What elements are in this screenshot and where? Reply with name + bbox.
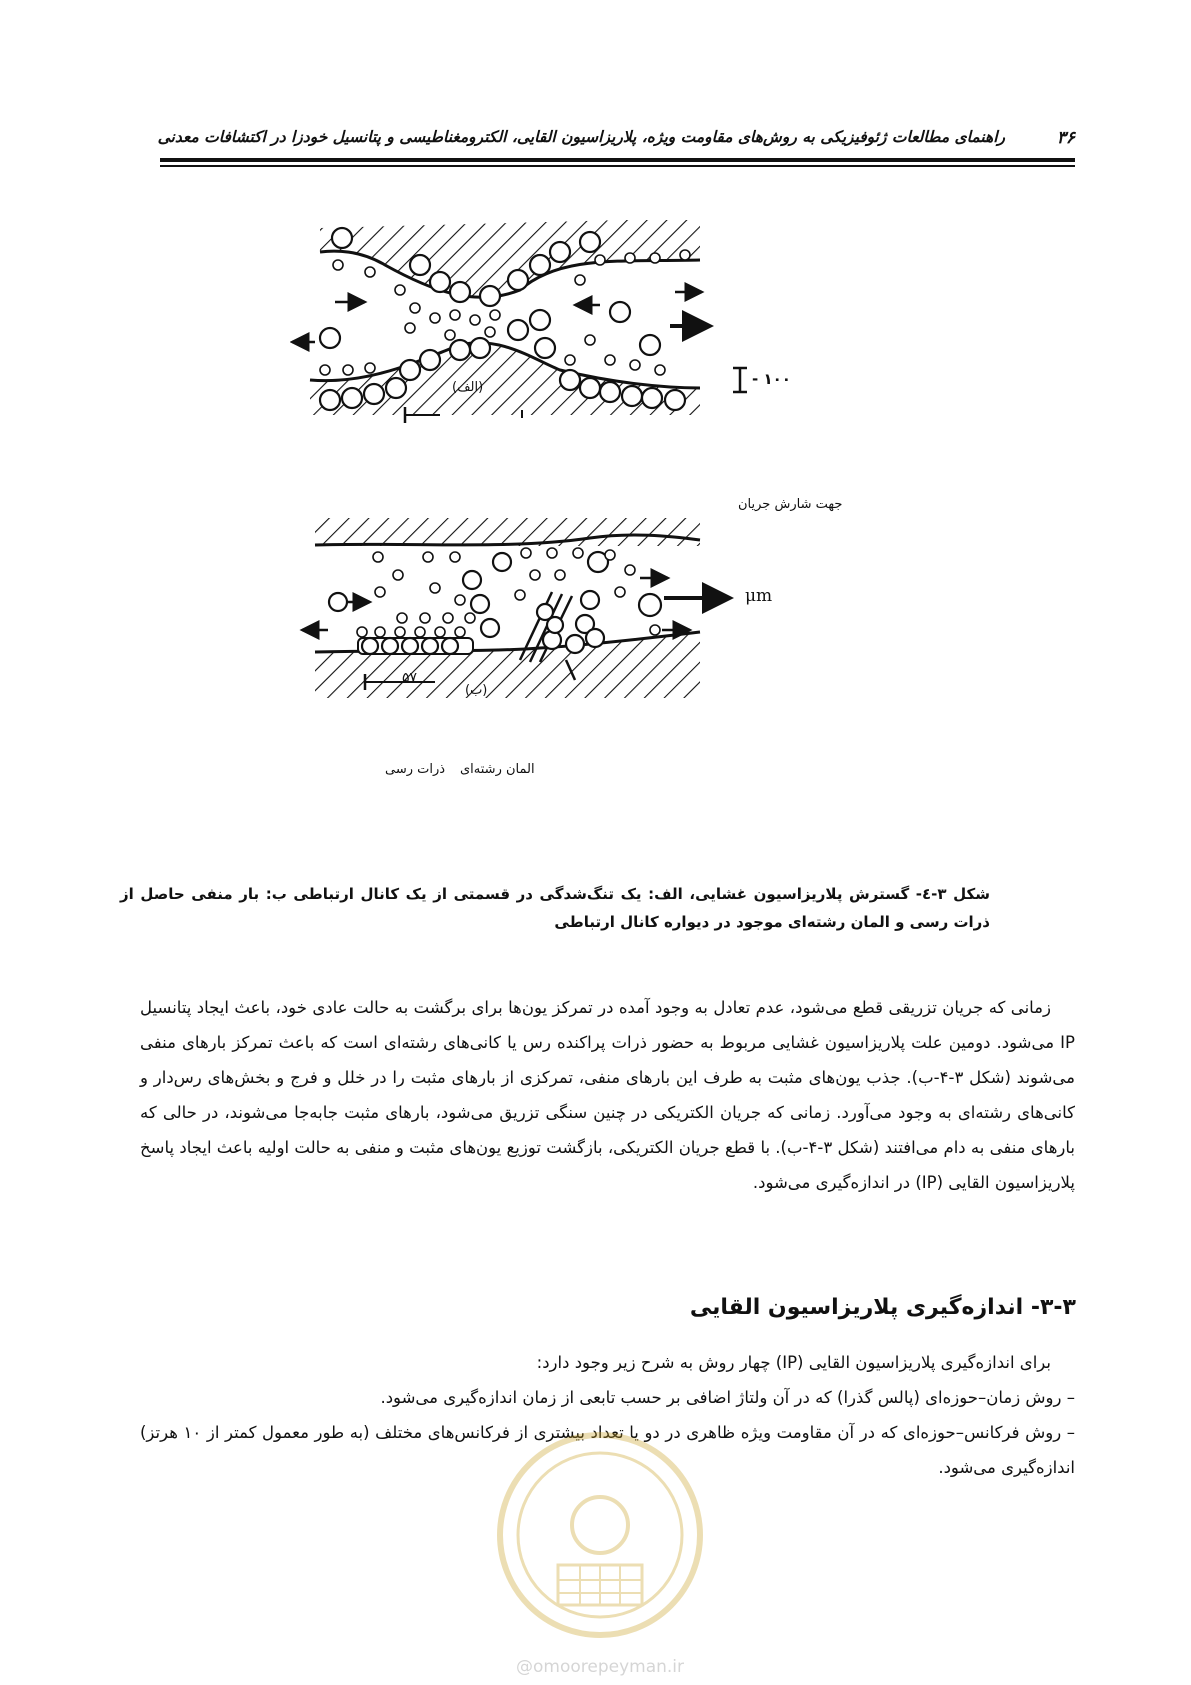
section-heading: ۳-۳- اندازه‌گیری پلاریزاسیون القایی — [689, 1295, 1076, 1320]
dimension-label: ۵۷ — [402, 670, 418, 686]
page-header — [157, 128, 1075, 168]
panel-b-upper-wall-hatch — [315, 518, 700, 546]
figure-caption: شکل ۳-٤- گسترش پلاریزاسیون غشایی، الف: یک تنگ‌شدگی در قسمتی از یک کانال ارتباطی ب: بار منفی حاصل از ذرات رسی و المان رشته‌ای موجود در دیواره کانال ارتباطی — [120, 885, 990, 931]
paragraph-text: زمانی که جریان تزریقی قطع می‌شود، عدم تعادل به وجود آمده در تمرکز یون‌ها برای برگشت به حالت عادی خود، باعث ایجاد پتانسیل IP می‌شود. دومین علت پلاریزاسیون غشایی مربوط به حضور ذرات پراکنده رس یا کانی‌های رشته‌ای است که باعث تمرکز بارهای منفی می‌شوند (شکل ۳-۴-ب). جذب یون‌های مثبت به طرف این بارهای منفی، تمرکزی از بارهای مثبت را در خلل و فرج و بخش‌های رس‌دار و کانی‌های رشته‌ای به وجود می‌آورد. زمانی که جریان الکتریکی در چنین سنگی تزریق می‌شود، بارهای مثبت جابه‌جا می‌شوند، در حالی که بارهای منفی به دام می‌افتند (شکل ۳-۴-ب). با قطع جریان الکتریکی، بازگشت توزیع یون‌های مثبت و منفی به حالت اولیه باعث ایجاد پاسخ پلاریزاسیون القایی (IP) در اندازه‌گیری می‌شود. — [140, 998, 1075, 1192]
running-title: راهنمای مطالعات ژئوفیزیکی به روش‌های مقاومت ویژه، پلاریزاسیون القایی، الکترومغناطیسی و پتانسیل خودزا در اکتشافات معدنی — [157, 128, 1005, 146]
figure-membrane-polarization — [290, 220, 890, 850]
unit-label: μm — [745, 586, 773, 606]
panel-a-label: (الف) — [452, 380, 484, 395]
page-number: ۳۶ — [1056, 128, 1075, 148]
watermark-seal — [480, 1425, 720, 1655]
legend-clay-particles: ذرات رسی — [385, 762, 446, 777]
watermark-site: @omoorepeyman.ir — [515, 1657, 685, 1677]
panel-b-diagram — [302, 518, 730, 698]
watermark — [480, 1425, 720, 1685]
list-item-time-domain: – روش زمان–حوزه‌ای (پالس گذرا) که در آن ولتاژ اضافی بر حسب تابعی از زمان اندازه‌گیری می‌شود. — [380, 1388, 1075, 1407]
header-rule-thin — [160, 165, 1075, 167]
list-item-frequency-domain: – روش فرکانس–حوزه‌ای که در آن مقاومت ویژه ظاهری در دو یا تعداد بیشتری از فرکانس‌های مختلف (به طور معمول کمتر از ۱۰ هرتز) اندازه‌گیری می‌شود. — [140, 1423, 1075, 1477]
figure-drawing — [290, 220, 890, 850]
flow-direction-label: جهت شارش جریان — [738, 497, 843, 512]
panel-b-label: (ب) — [465, 683, 488, 698]
section-intro: برای اندازه‌گیری پلاریزاسیون القایی (IP) چهار روش به شرح زیر وجود دارد: — [536, 1353, 1051, 1372]
panel-a-diagram — [292, 220, 747, 423]
body-paragraph — [140, 990, 1075, 1200]
panel-a-lower-wall-hatch — [310, 343, 700, 415]
legend-fibrous-element: المان رشته‌ای — [460, 762, 535, 777]
header-rule-thick — [160, 158, 1075, 162]
scale-label: ۱۰۰ - — [752, 370, 791, 388]
